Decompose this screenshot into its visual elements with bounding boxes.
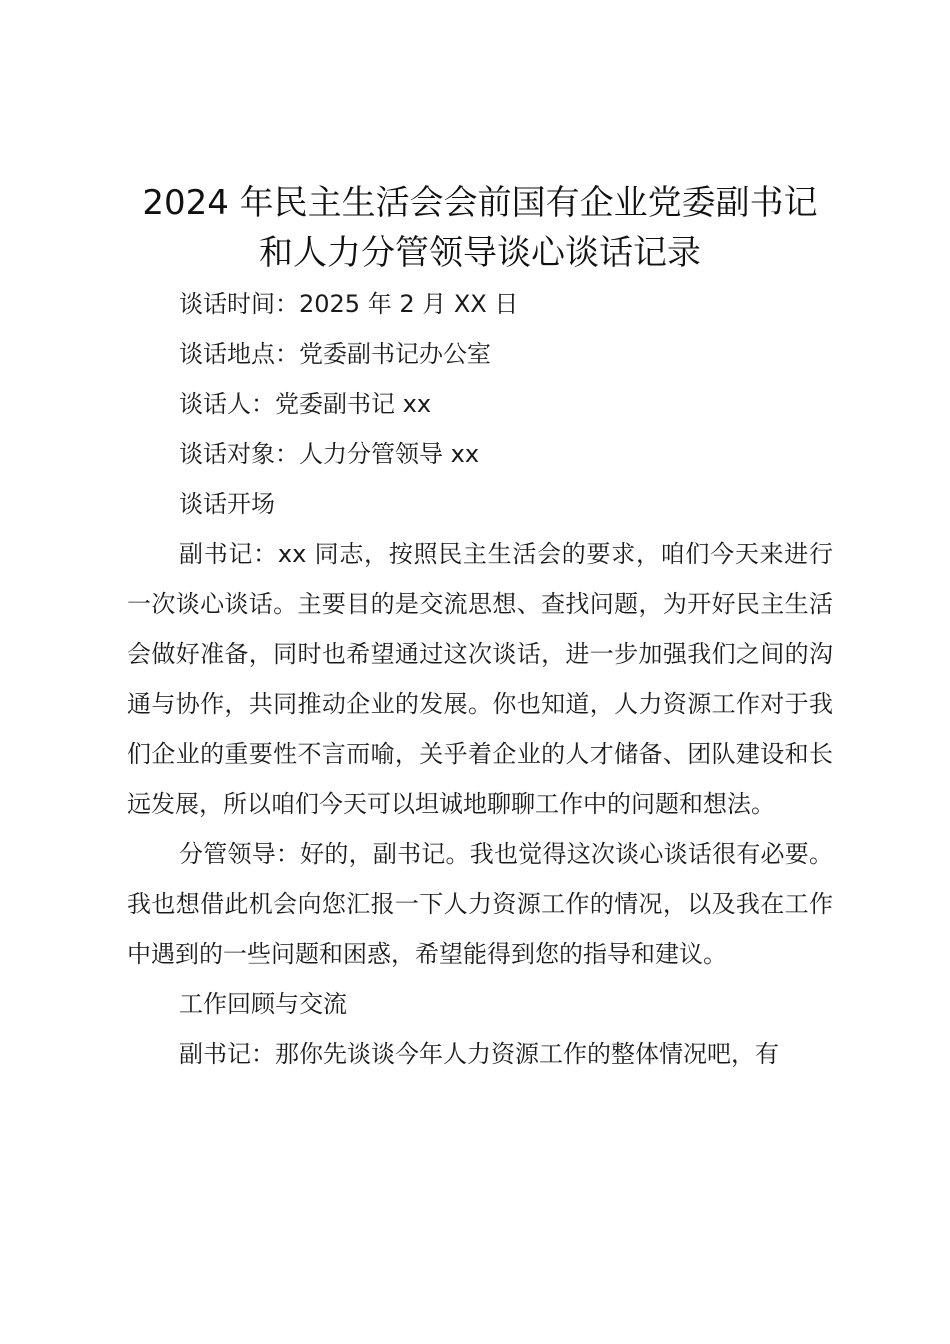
paragraph: 副书记：那你先谈谈今年人力资源工作的整体情况吧，有 (179, 1040, 779, 1068)
meta-list (127, 279, 833, 479)
meta-time: 谈话时间：2025 年 2 月 XX 日 (179, 290, 519, 318)
section-heading: 工作回顾与交流 (179, 990, 347, 1018)
section-review (127, 979, 833, 1079)
document-title (127, 178, 833, 278)
title-line-2: 和人力分管领导谈心谈话记录 (259, 233, 701, 273)
document-body (127, 178, 833, 1079)
meta-counterpart: 谈话对象：人力分管领导 xx (179, 440, 480, 468)
section-opening (127, 479, 833, 979)
paragraph: 分管领导：好的，副书记。我也觉得这次谈心谈话很有必要。我也想借此机会向您汇报一下人力资源工作的情况，以及我在工作中遇到的一些问题和困惑，希望能得到您的指导和建议。 (127, 840, 833, 968)
paragraph: 副书记：xx 同志，按照民主生活会的要求，咱们今天来进行一次谈心谈话。主要目的是交流思想、查找问题，为开好民主生活会做好准备，同时也希望通过这次谈话，进一步加强我们之间的沟通与协作，共同推动企业的发展。你也知道，人力资源工作对于我们企业的重要性不言而喻，关乎着企业的人才储备、团队建设和长远发展，所以咱们今天可以坦诚地聊聊工作中的问题和想法。 (127, 540, 833, 818)
title-line-1: 2024 年民主生活会会前国有企业党委副书记 (142, 183, 818, 223)
section-heading: 谈话开场 (179, 490, 275, 518)
meta-location: 谈话地点：党委副书记办公室 (179, 340, 491, 368)
meta-speaker: 谈话人：党委副书记 xx (179, 390, 432, 418)
